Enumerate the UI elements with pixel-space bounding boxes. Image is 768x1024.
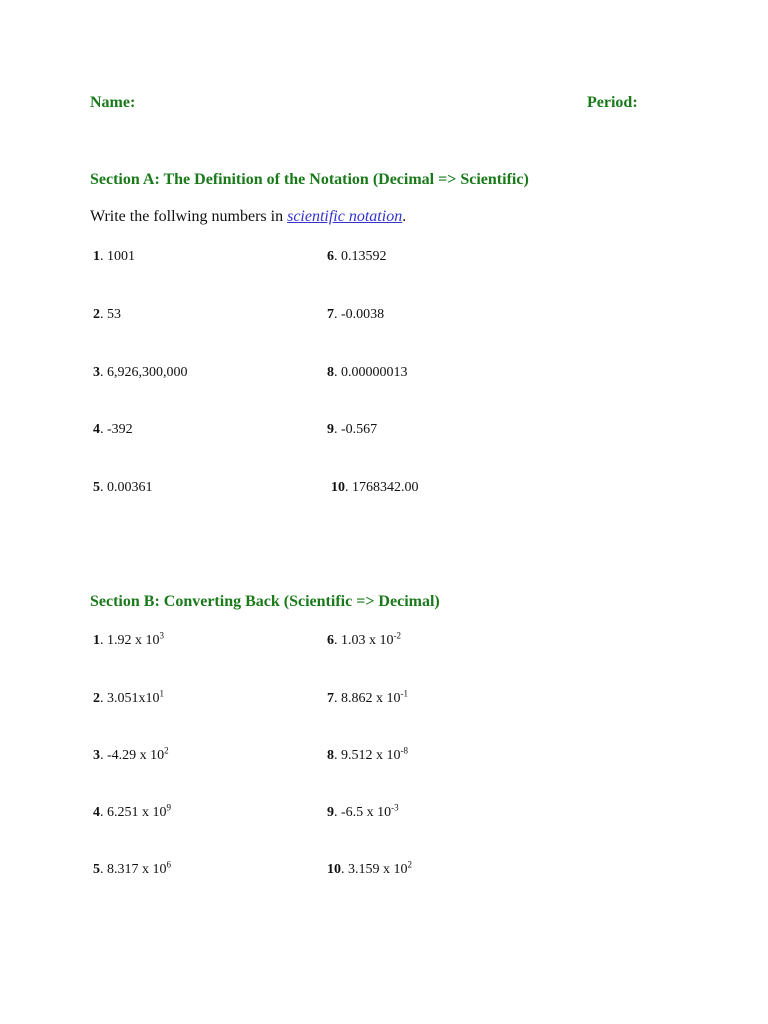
item-number: 10 bbox=[331, 480, 345, 495]
item-base: 8.317 x 10 bbox=[107, 862, 167, 877]
item-number: 8 bbox=[327, 365, 334, 380]
section-b-item: 9. -6.5 x $10^{-3}$ bbox=[327, 802, 399, 820]
section-b-item: 3. -4.29 x $10^2$ bbox=[93, 745, 169, 763]
section-b-item: 6. 1.03 x $10^{-2}$ bbox=[327, 630, 401, 648]
section-b-item: 4. 6.251 x $10^9$ bbox=[93, 802, 171, 820]
section-b-title: Section B: Converting Back (Scientific => Decimal) bbox=[90, 593, 440, 610]
item-base: 1.03 x 10 bbox=[341, 633, 394, 648]
item-value: 0.00000013 bbox=[341, 365, 408, 380]
item-exponent: 3 bbox=[159, 630, 164, 641]
item-number: 4 bbox=[93, 422, 100, 437]
item-exponent: 1 bbox=[159, 688, 164, 699]
item-number: 3 bbox=[93, 365, 100, 380]
item-number: 10 bbox=[327, 862, 341, 877]
instruction-prefix: Write the follwing numbers in bbox=[90, 208, 288, 225]
item-number: 2 bbox=[93, 307, 100, 322]
section-b-item: 7. 8.862 x $10^{-1}$ bbox=[327, 688, 408, 706]
item-value: 0.13592 bbox=[341, 249, 387, 264]
section-a-item: 2. 53 bbox=[93, 307, 121, 322]
section-a-item: 3. 6,926,300,000 bbox=[93, 365, 188, 380]
section-a-instruction bbox=[90, 208, 406, 226]
item-base: -4.29 x 10 bbox=[107, 748, 165, 763]
item-number: 5 bbox=[93, 862, 100, 877]
item-base: 6.251 x 10 bbox=[107, 805, 167, 820]
item-base: 3.159 x 10 bbox=[348, 862, 408, 877]
section-b-item: 1. 1.92 x $10^3$ bbox=[93, 630, 164, 648]
period-label: Period: bbox=[587, 94, 638, 111]
item-value: 1768342.00 bbox=[352, 480, 419, 495]
item-number: 3 bbox=[93, 748, 100, 763]
section-a-item: 5. 0.00361 bbox=[93, 480, 153, 495]
item-value: -392 bbox=[107, 422, 133, 437]
section-a-item: 6. 0.13592 bbox=[327, 249, 387, 264]
item-base: 1.92 x 10 bbox=[107, 633, 160, 648]
item-number: 4 bbox=[93, 805, 100, 820]
section-b-item: 5. 8.317 x $10^6$ bbox=[93, 859, 171, 877]
item-number: 6 bbox=[327, 249, 334, 264]
item-value: -0.0038 bbox=[341, 307, 385, 322]
scientific-notation-link[interactable]: scientific notation bbox=[287, 208, 403, 225]
item-exponent: 9 bbox=[166, 802, 171, 813]
section-a-item: 9. -0.567 bbox=[327, 422, 378, 437]
item-base: 3.051x10 bbox=[107, 691, 160, 706]
item-exponent: 2 bbox=[164, 745, 169, 756]
item-number: 6 bbox=[327, 633, 334, 648]
item-number: 9 bbox=[327, 422, 334, 437]
item-value: 0.00361 bbox=[107, 480, 153, 495]
item-exponent: -8 bbox=[400, 745, 408, 756]
item-base: 8.862 x 10 bbox=[341, 691, 401, 706]
section-a-item: 4. -392 bbox=[93, 422, 133, 437]
item-base: -6.5 x 10 bbox=[341, 805, 392, 820]
item-value: 1001 bbox=[107, 249, 135, 264]
item-exponent: -2 bbox=[393, 630, 401, 641]
item-number: 1 bbox=[93, 249, 100, 264]
name-label: Name: bbox=[90, 94, 136, 111]
item-number: 5 bbox=[93, 480, 100, 495]
instruction-suffix: . bbox=[402, 208, 407, 225]
section-b-item: 8. 9.512 x $10^{-8}$ bbox=[327, 745, 408, 763]
item-number: 1 bbox=[93, 633, 100, 648]
item-exponent: 6 bbox=[166, 859, 171, 870]
section-b-item: 10. 3.159 x $10^2$ bbox=[327, 859, 412, 877]
item-exponent: -1 bbox=[400, 688, 408, 699]
section-b-item: 2. $3.051x10^1$ bbox=[93, 688, 164, 706]
item-exponent: 2 bbox=[407, 859, 412, 870]
item-base: 9.512 x 10 bbox=[341, 748, 401, 763]
item-value: -0.567 bbox=[341, 422, 378, 437]
section-a-item: 10. 1768342.00 bbox=[331, 480, 419, 495]
item-number: 2 bbox=[93, 691, 100, 706]
item-value: 53 bbox=[107, 307, 121, 322]
section-a-item: 8. 0.00000013 bbox=[327, 365, 408, 380]
item-number: 7 bbox=[327, 307, 334, 322]
section-a-title: Section A: The Definition of the Notation (Decimal => Scientific) bbox=[90, 171, 529, 188]
item-number: 7 bbox=[327, 691, 334, 706]
item-exponent: -3 bbox=[391, 802, 399, 813]
section-a-item: 1. 1001 bbox=[93, 249, 135, 264]
item-number: 9 bbox=[327, 805, 334, 820]
item-number: 8 bbox=[327, 748, 334, 763]
item-value: 6,926,300,000 bbox=[107, 365, 188, 380]
section-a-item: 7. -0.0038 bbox=[327, 307, 385, 322]
